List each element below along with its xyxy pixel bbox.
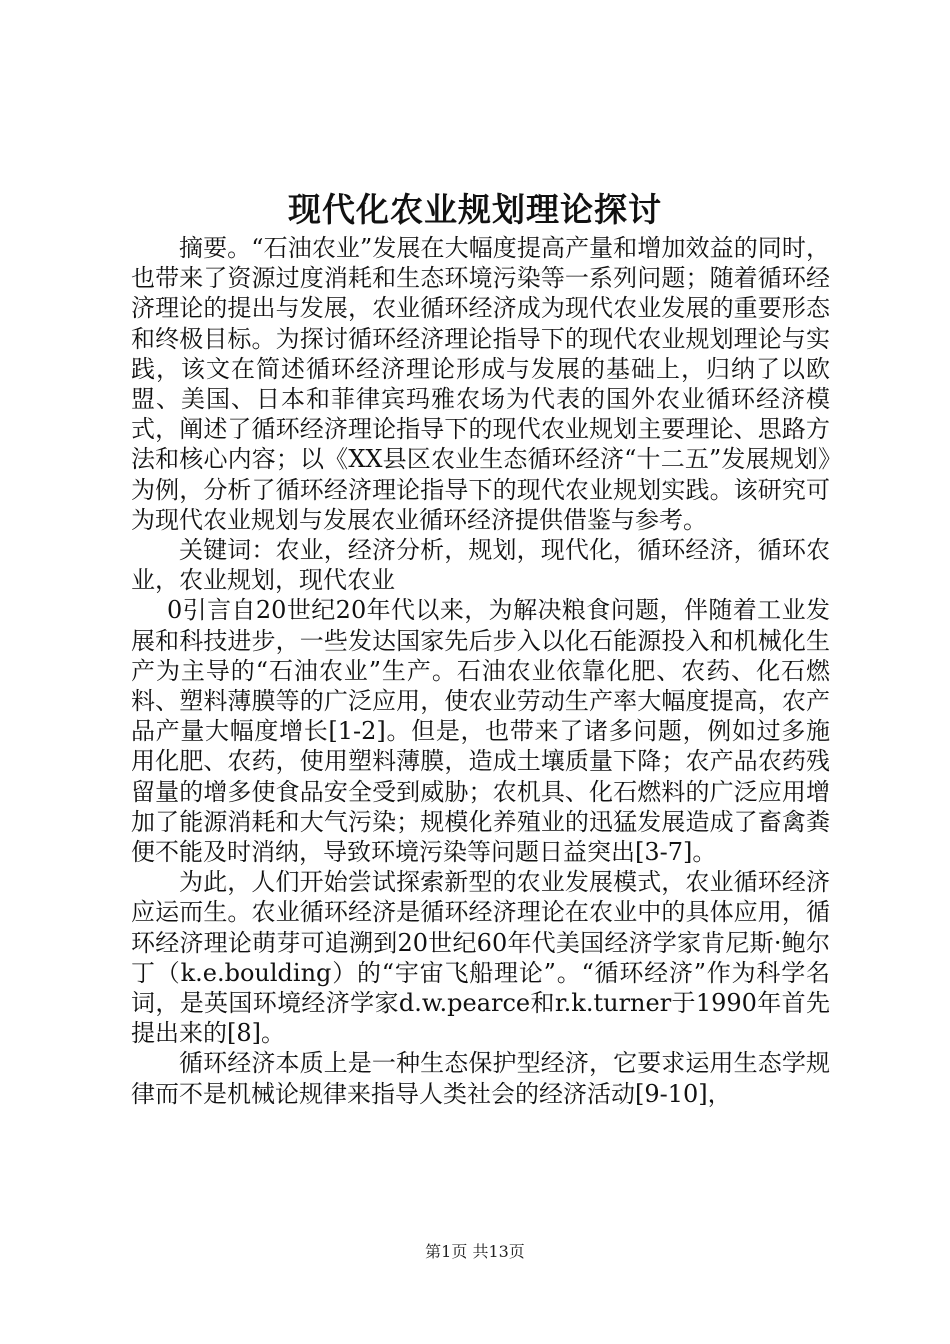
body-paragraph: 为此，人们开始尝试探索新型的农业发展模式，农业循环经济应运而生。农业循环经济是循环经济理论在农业中的具体应用，循环经济理论萌芽可追溯到20世纪60年代美国经济学家肯尼斯·鲍尔丁（k.e.boulding）的“宇宙飞船理论”。“循环经济”作为科学名词，是英国环境经济学家d.w.pearce和r.k.turner于1990年首先提出来的[8]。 <box>131 868 830 1048</box>
page-number-footer: 第1页 共13页 <box>425 1242 525 1261</box>
keywords-paragraph: 关键词：农业，经济分析，规划，现代化，循环经济，循环农业，农业规划，现代农业 <box>131 536 830 595</box>
document-title: 现代化农业规划理论探讨 <box>288 190 662 229</box>
abstract-paragraph: 摘要。“石油农业”发展在大幅度提高产量和增加效益的同时，也带来了资源过度消耗和生态环境污染等一系列问题；随着循环经济理论的提出与发展，农业循环经济成为现代农业发展的重要形态和终极目标。为探讨循环经济理论指导下的现代农业规划理论与实践，该文在简述循环经济理论形成与发展的基础上，归纳了以欧盟、美国、日本和菲律宾玛雅农场为代表的国外农业循环经济模式，阐述了循环经济理论指导下的现代农业规划主要理论、思路方法和核心内容；以《XX县区农业生态循环经济“十二五”发展规划》为例，分析了循环经济理论指导下的现代农业规划实践。该研究可为现代农业规划与发展农业循环经济提供借鉴与参考。 <box>131 234 830 534</box>
document-body <box>131 233 830 1109</box>
introduction-paragraph: 0引言自20世纪20年代以来，为解决粮食问题，伴随着工业发展和科技进步，一些发达国家先后步入以化石能源投入和机械化生产为主导的“石油农业”生产。石油农业依靠化肥、农药、化石燃料、塑料薄膜等的广泛应用，使农业劳动生产率大幅度提高，农产品产量大幅度增长[1-2]。但是，也带来了诸多问题，例如过多施用化肥、农药，使用塑料薄膜，造成土壤质量下降；农产品农药残留量的增多使食品安全受到威胁；农机具、化石燃料的广泛应用增加了能源消耗和大气污染；规模化养殖业的迅猛发展造成了畜禽粪便不能及时消纳，导致环境污染等问题日益突出[3-7]。 <box>131 596 830 867</box>
body-paragraph: 循环经济本质上是一种生态保护型经济，它要求运用生态学规律而不是机械论规律来指导人类社会的经济活动[9-10]， <box>131 1049 830 1108</box>
